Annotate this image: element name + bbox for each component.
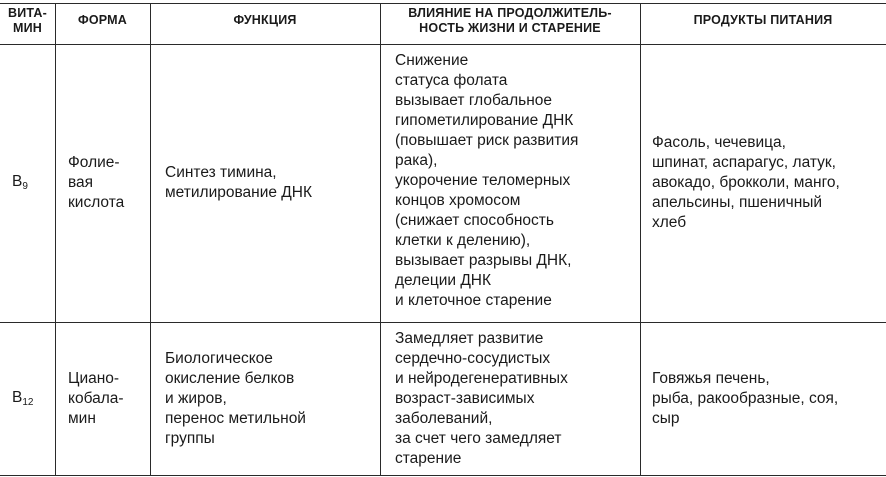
vitamin-letter: B [12, 173, 23, 190]
header-foods: ПРОДУКТЫ ПИТАНИЯ [693, 13, 833, 27]
header-longevity: ВЛИЯНИЕ НА ПРОДОЛЖИТЕЛЬ- НОСТЬ ЖИЗНИ И СТАРЕНИЕ [408, 6, 612, 35]
vitamin-subscript: 12 [22, 397, 34, 408]
food-sources: Говяжья печень, рыба, ракообразные, соя, сыр [652, 370, 839, 427]
header-function: ФУНКЦИЯ [233, 13, 297, 27]
longevity-effect: Снижение статуса фолата вызывает глобальное гипометилирование ДНК (повышает риск развития рака), укорочение теломерных концов хромосом (снижает способность клетки к делению), вызывает разрывы ДНК, делеции ДНК и клеточное старение [395, 52, 579, 309]
vitamin-name [12, 172, 52, 192]
longevity-effect: Замедляет развитие сердечно-сосудистых и нейродегенеративных возраст-зависимых заболеваний, за счет чего замедляет старение [395, 330, 568, 467]
vitamin-subscript: 9 [22, 181, 28, 192]
column-divider [55, 3, 56, 475]
vitamin-name [12, 388, 52, 408]
column-divider [150, 3, 151, 475]
row-divider [0, 322, 886, 323]
table-top-border [0, 3, 886, 4]
header-form: ФОРМА [77, 13, 127, 27]
vitamin-form: Фолие- вая кислота [68, 154, 125, 211]
food-sources: Фасоль, чечевица, шпинат, аспарагус, латук, авокадо, брокколи, манго, апельсины, пшеничный хлеб [652, 134, 840, 231]
vitamin-form: Циано- кобала- мин [68, 370, 124, 427]
header-vitamin: ВИТА- МИН [7, 6, 48, 35]
vitamin-function: Биологическое окисление белков и жиров, перенос метильной группы [165, 350, 306, 447]
vitamin-letter: B [12, 389, 23, 406]
header-bottom-border [0, 44, 886, 45]
column-divider [380, 3, 381, 475]
column-divider [640, 3, 641, 475]
table-bottom-border [0, 475, 886, 476]
vitamin-function: Синтез тимина, метилирование ДНК [165, 164, 313, 201]
